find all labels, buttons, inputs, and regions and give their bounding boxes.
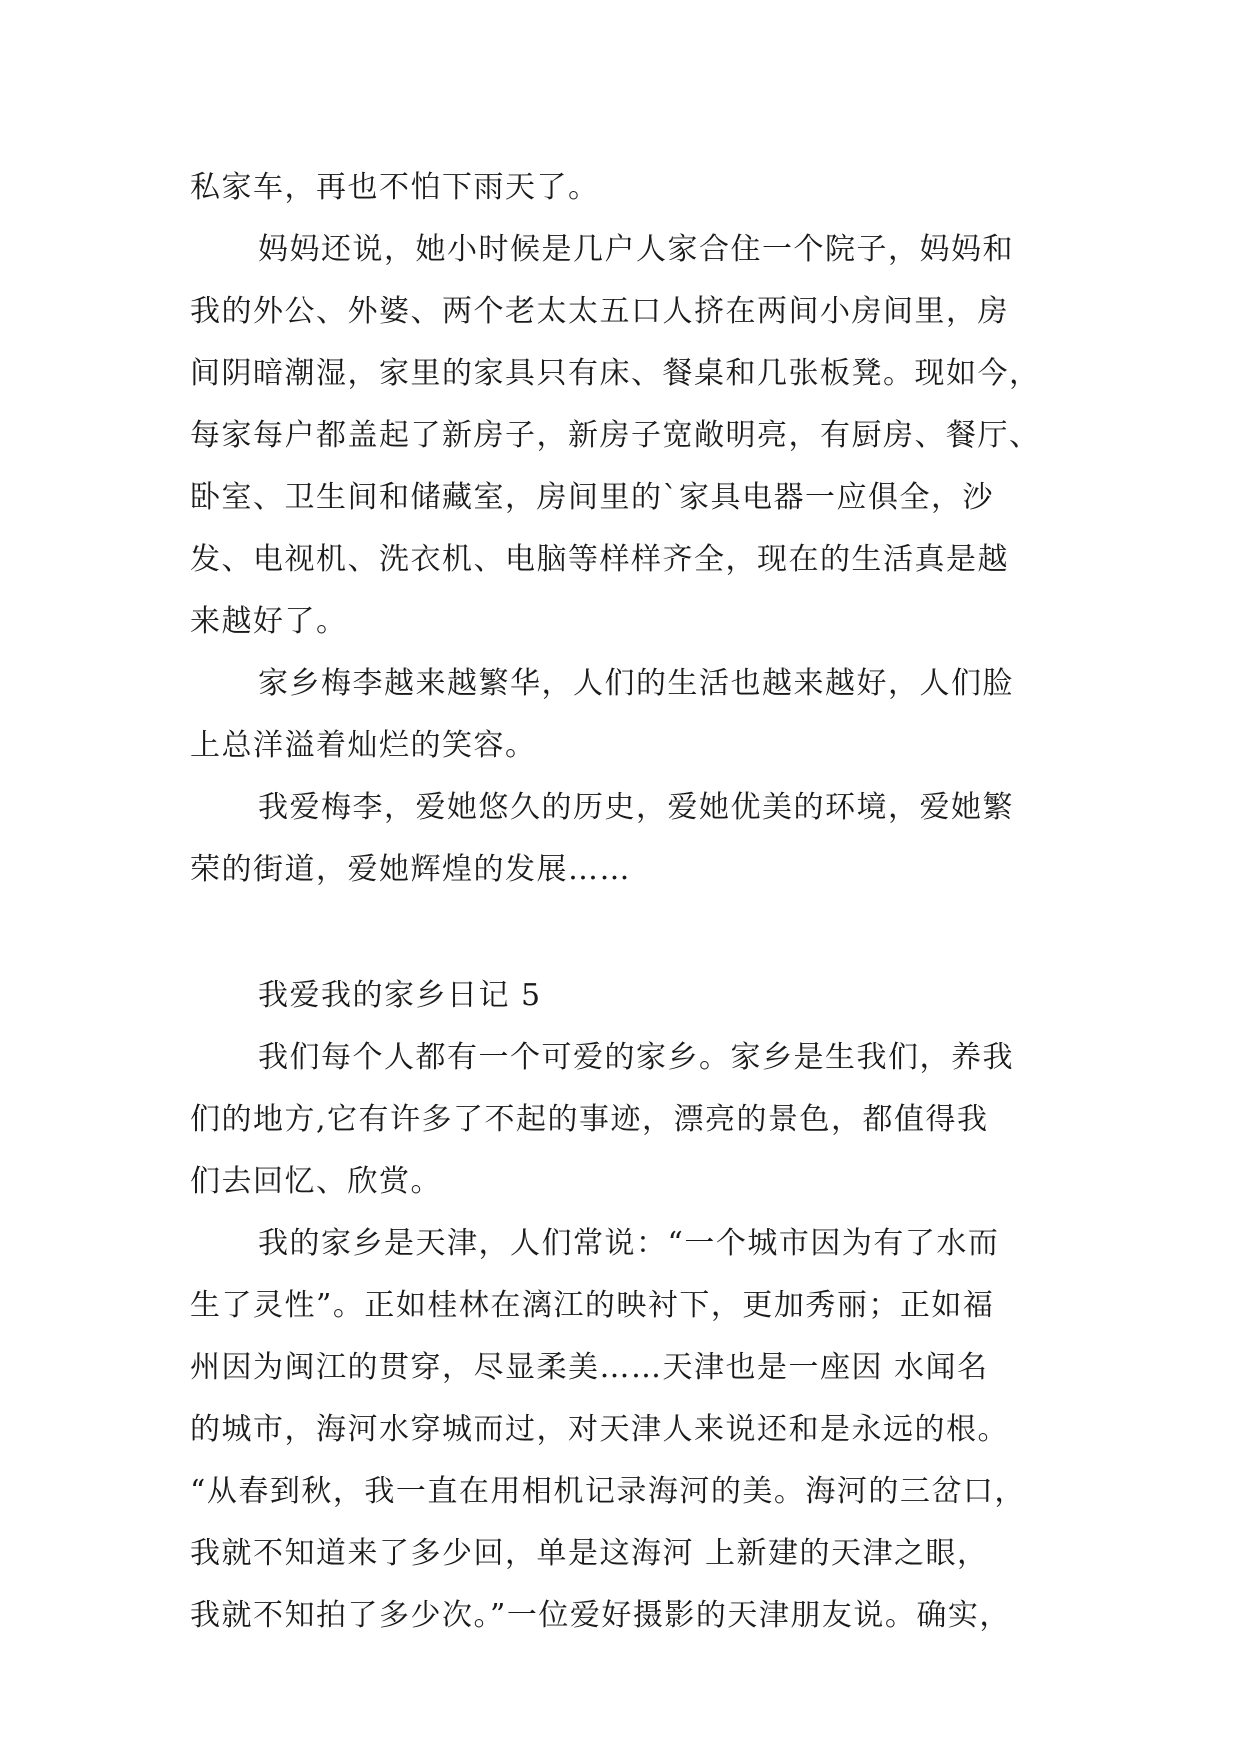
text-line: 州因为闽江的贯穿，尽显柔美……天津也是一座因 水闻名 [190, 1350, 989, 1385]
text-line: 来越好了。 [190, 604, 348, 639]
text-line: 生了灵性”。正如桂林在漓江的映衬下，更加秀丽；正如福 [190, 1288, 995, 1323]
text-line: 的城市，海河水穿城而过，对天津人来说还和是永远的根。 [190, 1412, 1009, 1447]
text-line: 们的地方,它有许多了不起的事迹，漂亮的景色，都值得我 [190, 1102, 989, 1137]
text-line: 每家每户都盖起了新房子，新房子宽敞明亮，有厨房、餐厅、 [190, 418, 1041, 453]
text-line: 发、电视机、洗衣机、电脑等样样齐全，现在的生活真是越 [190, 542, 1009, 577]
paragraph-start: 我的家乡是天津，人们常说：“一个城市因为有了水而 [258, 1226, 1000, 1261]
text-line: 间阴暗潮湿，家里的家具只有床、餐桌和几张板凳。现如今， [190, 356, 1041, 391]
paragraph-start: 我们每个人都有一个可爱的家乡。家乡是生我们，养我 [258, 1040, 1014, 1075]
text-line: 我就不知道来了多少回，单是这海河 上新建的天津之眼， [190, 1536, 989, 1571]
section-heading: 我爱我的家乡日记 5 [258, 978, 542, 1013]
text-line: 卧室、卫生间和储藏室，房间里的`家具电器一应俱全，沙 [190, 480, 994, 515]
text-line: 私家车，再也不怕下雨天了。 [190, 170, 600, 205]
text-line: “从春到秋，我一直在用相机记录海河的美。海河的三岔口， [190, 1474, 1026, 1509]
paragraph-start: 我爱梅李，爱她悠久的历史，爱她优美的环境，爱她繁 [258, 790, 1014, 825]
text-line: 上总洋溢着灿烂的笑容。 [190, 728, 537, 763]
text-line: 我的外公、外婆、两个老太太五口人挤在两间小房间里，房 [190, 294, 1009, 329]
text-line: 我就不知拍了多少次。”一位爱好摄影的天津朋友说。确实， [190, 1598, 1011, 1633]
text-line: 荣的街道，爱她辉煌的发展…… [190, 852, 631, 887]
paragraph-start: 妈妈还说，她小时候是几户人家合住一个院子，妈妈和 [258, 232, 1014, 267]
text-line: 们去回忆、欣赏。 [190, 1164, 442, 1199]
paragraph-start: 家乡梅李越来越繁华，人们的生活也越来越好，人们脸 [258, 666, 1014, 701]
